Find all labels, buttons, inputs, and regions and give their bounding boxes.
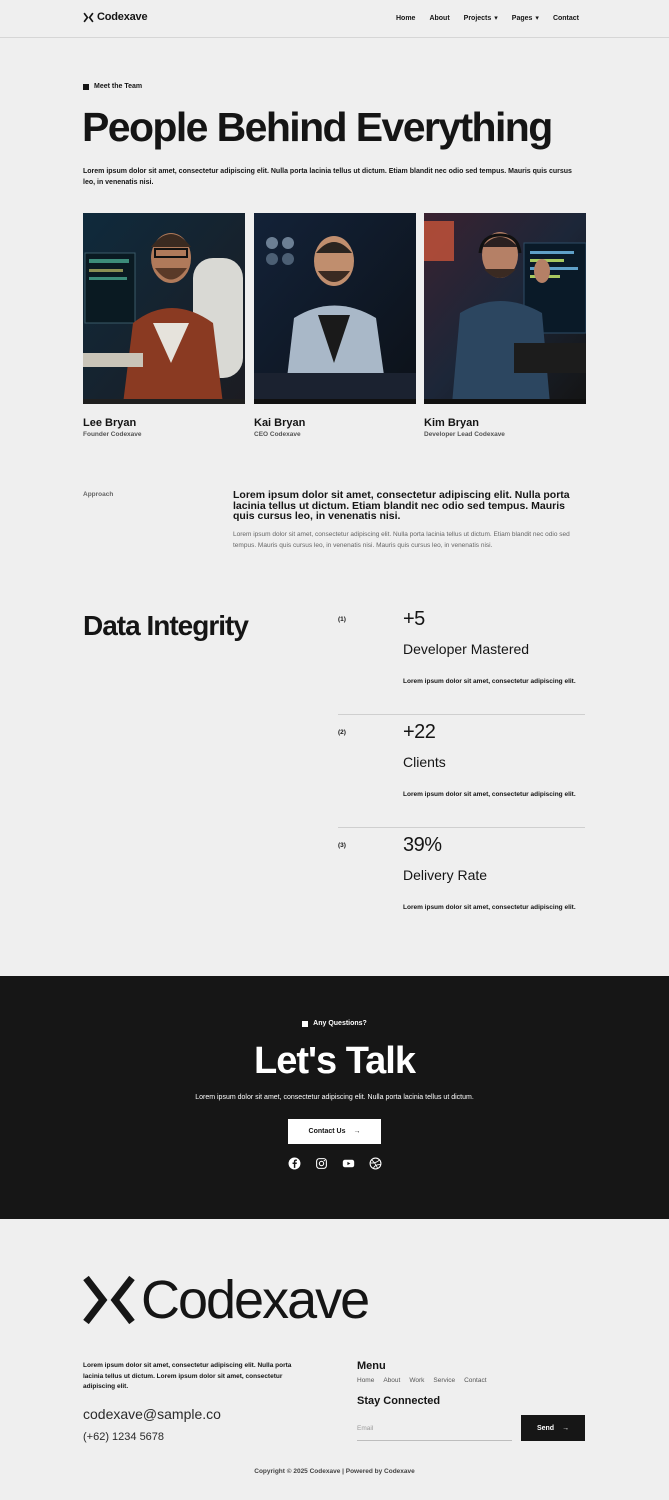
nav-item-projects[interactable] — [464, 14, 498, 22]
square-bullet-icon — [302, 1021, 308, 1027]
contact-us-label: Contact Us — [308, 1128, 346, 1135]
nav-links — [396, 14, 579, 22]
stat-description: Lorem ipsum dolor sit amet, consectetur adipiscing elit. — [403, 678, 576, 685]
contact-us-button[interactable] — [288, 1119, 381, 1144]
team-card — [83, 213, 245, 438]
approach-lead: Lorem ipsum dolor sit amet, consectetur adipiscing elit. Nulla porta lacinia tellus ut dictum. Etiam blandit nec odio sed tempus. Mauris quis cursus leo, in venenatis nisi. — [233, 489, 570, 522]
stat-index: (2) — [338, 729, 346, 736]
social-links — [0, 1157, 669, 1170]
square-bullet-icon — [83, 84, 89, 90]
footer-phone[interactable]: (+62) 1234 5678 — [83, 1431, 165, 1443]
stat-description: Lorem ipsum dolor sit amet, consectetur adipiscing elit. — [403, 904, 576, 911]
member-role: Founder Codexave — [83, 431, 142, 438]
contact-cta-section — [0, 976, 669, 1219]
team-eyebrow — [83, 83, 142, 90]
codexave-logo-icon — [83, 12, 94, 23]
cta-eyebrow-label: Any Questions? — [313, 1020, 367, 1027]
stat-label: Delivery Rate — [403, 867, 488, 883]
stat-value: 39% — [403, 834, 442, 856]
footer-link-contact[interactable]: Contact — [464, 1377, 487, 1384]
footer-logo[interactable] — [83, 1270, 368, 1330]
team-card — [254, 213, 416, 438]
stat-description: Lorem ipsum dolor sit amet, consectetur adipiscing elit. — [403, 791, 576, 798]
footer-menu-heading: Menu — [357, 1360, 386, 1372]
stat-label: Developer Mastered — [403, 641, 530, 657]
newsletter-email-input[interactable] — [357, 1417, 512, 1441]
member-name: Kim Bryan — [424, 417, 480, 429]
team-eyebrow-label: Meet the Team — [94, 83, 143, 90]
member-name: Lee Bryan — [83, 417, 137, 429]
copyright: Copyright © 2025 Codexave | Powered by Codexave — [254, 1468, 415, 1475]
stat-item — [338, 834, 585, 955]
footer-description: Lorem ipsum dolor sit amet, consectetur adipiscing elit. Nulla porta lacinia tellus ut dictum. Lorem ipsum dolor sit amet, consectetur adipiscing elit. — [83, 1362, 292, 1390]
divider — [338, 827, 585, 828]
page-title: People Behind Everything — [82, 104, 552, 150]
facebook-icon[interactable] — [288, 1157, 301, 1170]
youtube-icon[interactable] — [342, 1157, 355, 1170]
team-photo — [424, 213, 586, 404]
cta-eyebrow — [0, 1020, 669, 1027]
dribbble-icon[interactable] — [369, 1157, 382, 1170]
footer-email[interactable]: codexave@sample.co — [83, 1406, 221, 1422]
arrow-right-icon: → — [353, 1128, 361, 1135]
footer-link-work[interactable]: Work — [409, 1377, 425, 1384]
hero-description: Lorem ipsum dolor sit amet, consectetur adipiscing elit. Nulla porta lacinia tellus ut dictum. Etiam blandit nec odio sed tempus. Mauris quis cursus leo, in venenatis nisi. — [83, 168, 572, 186]
nav-item-projects-label: Projects — [463, 14, 492, 22]
divider — [338, 714, 585, 715]
nav-item-home[interactable]: Home — [395, 14, 416, 22]
stats-title: Data Integrity — [83, 610, 248, 641]
cta-description: Lorem ipsum dolor sit amet, consectetur adipiscing elit. Nulla porta lacinia tellus ut dictum. — [195, 1094, 474, 1101]
instagram-icon[interactable] — [315, 1157, 328, 1170]
brand-logo[interactable] — [83, 11, 147, 23]
nav-item-pages-label: Pages — [511, 14, 533, 22]
footer-link-about[interactable]: About — [383, 1377, 401, 1384]
nav-item-pages[interactable] — [512, 14, 539, 22]
member-role: CEO Codexave — [254, 431, 301, 438]
stat-value: +5 — [403, 608, 425, 630]
cta-title: Let's Talk — [254, 1040, 415, 1082]
codexave-logo-icon — [83, 1275, 135, 1325]
nav-item-contact[interactable]: Contact — [552, 14, 579, 22]
footer-link-home[interactable]: Home — [357, 1377, 375, 1384]
stat-index: (1) — [338, 616, 346, 623]
stat-item — [338, 608, 585, 729]
member-name: Kai Bryan — [254, 417, 306, 429]
stat-label: Clients — [403, 754, 446, 770]
top-navbar — [0, 0, 669, 38]
member-role: Developer Lead Codexave — [424, 431, 505, 438]
footer-brand-name: Codexave — [141, 1270, 369, 1330]
team-photo — [83, 213, 245, 404]
brand-name: Codexave — [97, 11, 148, 23]
team-photo — [254, 213, 416, 404]
stat-index: (3) — [338, 842, 346, 849]
chevron-down-icon: ▾ — [535, 15, 539, 22]
stat-value: +22 — [403, 721, 436, 743]
approach-label: Approach — [83, 491, 114, 498]
stay-connected-heading: Stay Connected — [357, 1395, 441, 1407]
chevron-down-icon: ▾ — [494, 15, 498, 22]
send-button[interactable] — [521, 1415, 585, 1441]
footer-menu — [357, 1377, 487, 1384]
send-label: Send — [536, 1424, 555, 1432]
stat-item — [338, 721, 585, 842]
arrow-right-icon: → — [562, 1424, 570, 1432]
approach-body: Lorem ipsum dolor sit amet, consectetur adipiscing elit. Nulla porta lacinia tellus ut dictum. Etiam blandit nec odio sed tempus. Mauris quis cursus leo, in venenatis nisi. Mauris quis cursus leo, in venenatis nisi. — [233, 531, 570, 549]
team-card — [424, 213, 586, 438]
footer-link-service[interactable]: Service — [433, 1377, 456, 1384]
nav-item-about[interactable]: About — [429, 14, 450, 22]
